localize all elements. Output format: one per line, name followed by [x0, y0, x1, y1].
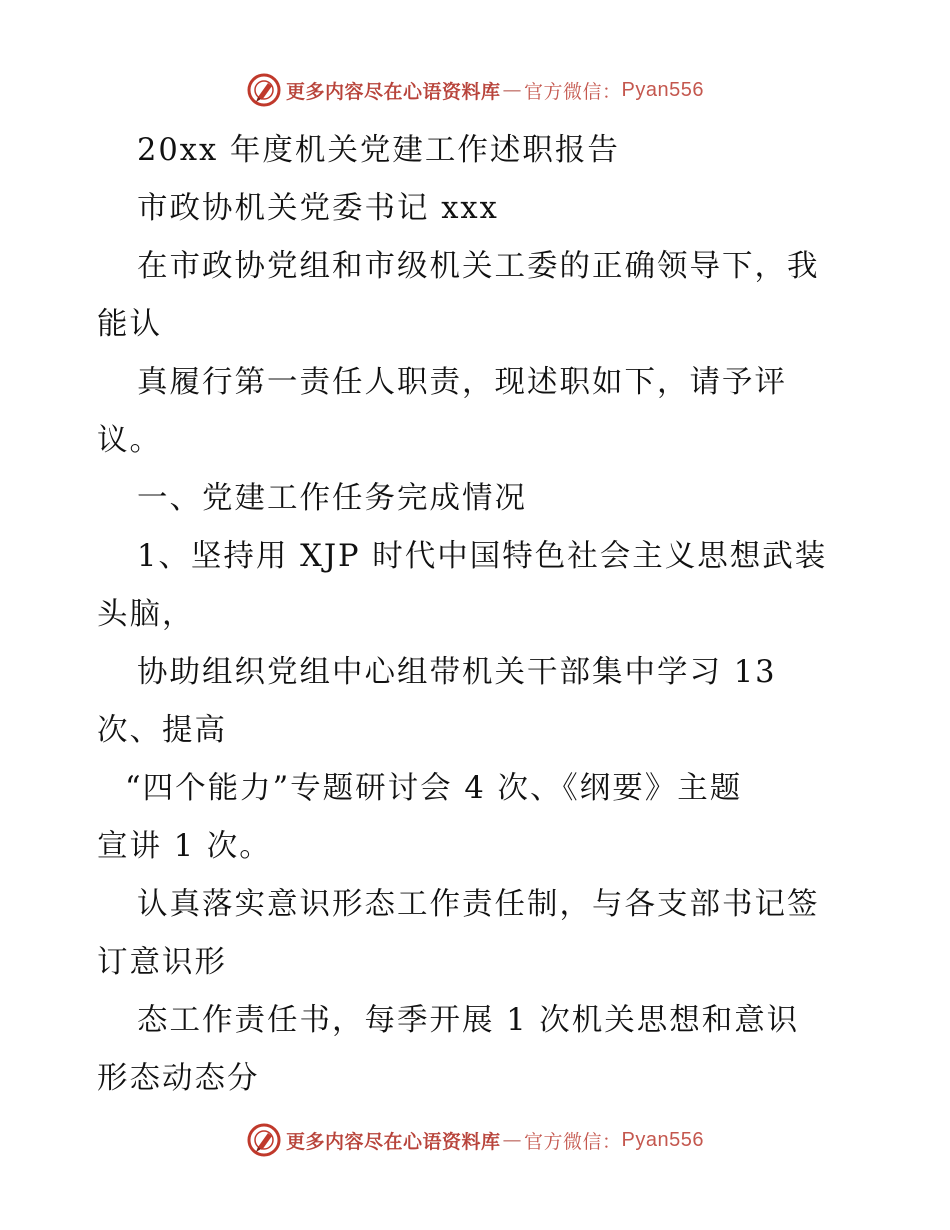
paragraph-line: “四个能力”专题研讨会 4 次、《纲要》主题: [125, 771, 743, 806]
watermark-dash: —: [502, 1129, 523, 1151]
watermark-site-text: 更多内容尽在心语资料库: [286, 80, 501, 103]
paragraph-line: 态工作责任书，每季开展 1 次机关思想和意识: [137, 1003, 800, 1038]
paragraph-line: 头脑，: [97, 597, 195, 632]
footer-watermark: [0, 1122, 950, 1158]
paragraph-line: 1、坚持用 XJP 时代中国特色社会主义思想武装: [137, 539, 828, 574]
watermark-dash: —: [502, 79, 523, 101]
paragraph-line: 订意识形: [97, 945, 227, 980]
document-title: 20xx 年度机关党建工作述职报告: [137, 133, 620, 168]
watermark-label: 官方微信：: [524, 1130, 622, 1153]
watermark-label: 官方微信：: [524, 80, 622, 103]
watermark-wechat-id: Pyan556: [621, 1128, 704, 1151]
paragraph-line: 宣讲 1 次。: [97, 829, 272, 864]
pen-nib-logo-icon: [246, 72, 282, 108]
paragraph-line: 认真落实意识形态工作责任制，与各支部书记签: [137, 887, 820, 922]
watermark-wechat-id: Pyan556: [621, 78, 704, 101]
paragraph-line: 在市政协党组和市级机关工委的正确领导下，我: [137, 249, 820, 284]
paragraph-line: 协助组织党组中心组带机关干部集中学习 13: [137, 655, 777, 690]
paragraph-line: 形态动态分: [97, 1061, 260, 1096]
header-watermark: [0, 72, 950, 108]
watermark-site-text: 更多内容尽在心语资料库: [286, 1130, 501, 1153]
paragraph-line: 议。: [97, 423, 162, 458]
paragraph-line: 次、提高: [97, 713, 227, 748]
paragraph-line: 能认: [97, 307, 162, 342]
section-heading: 一、党建工作任务完成情况: [137, 481, 527, 516]
paragraph-line: 真履行第一责任人职责，现述职如下，请予评: [137, 365, 787, 400]
document-body: [97, 122, 857, 1108]
document-author: 市政协机关党委书记 xxx: [137, 191, 499, 226]
pen-nib-logo-icon: [246, 1122, 282, 1158]
